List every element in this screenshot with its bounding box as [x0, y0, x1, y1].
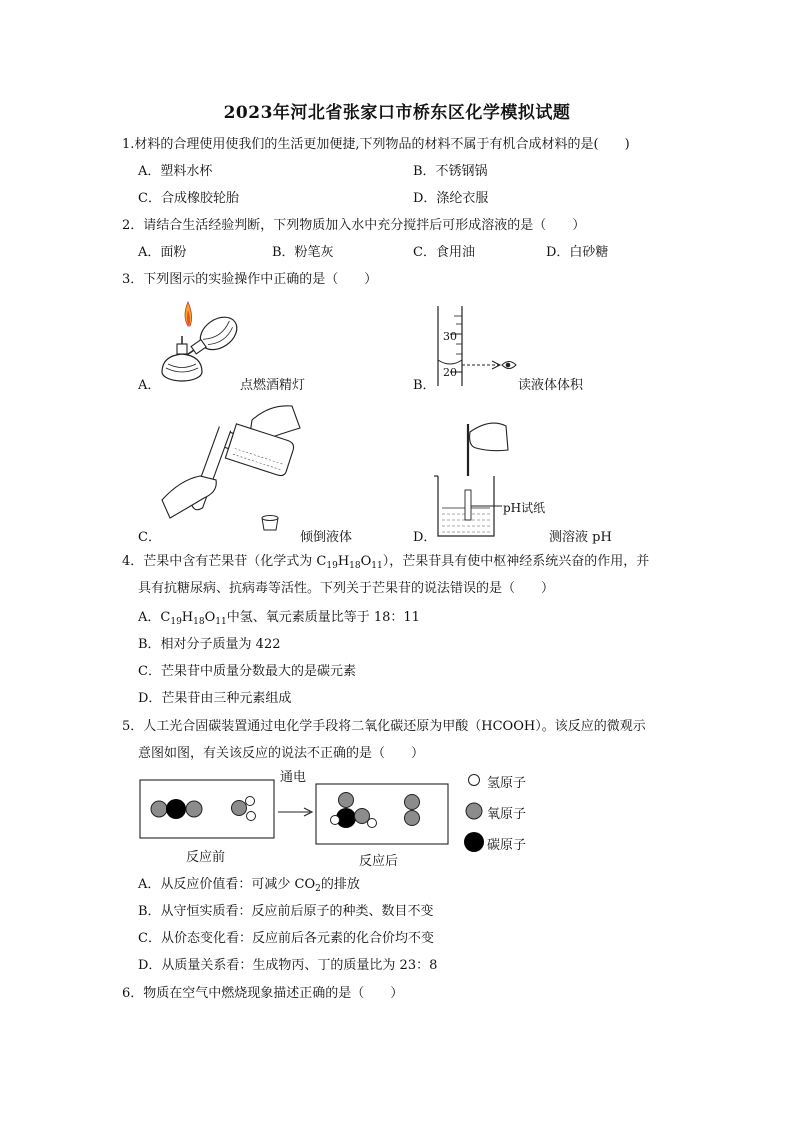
legend-oxygen: 氧原子 [487, 807, 527, 822]
q2-option-c: C．食用油 [413, 245, 475, 260]
alcohol-lamp-figure [150, 298, 250, 390]
pouring-liquid-figure [160, 400, 310, 538]
q2-option-b: B．粉笔灰 [272, 245, 334, 260]
q3-option-a-caption: 点燃酒精灯 [240, 378, 306, 393]
after-label: 反应后 [359, 854, 399, 869]
q1-option-a: A．塑料水杯 [138, 164, 213, 179]
q5-option-a: A．从反应价值看：可减少 $CO_2$的排放 [138, 877, 360, 894]
arrow-label: 通电 [280, 770, 307, 785]
q3-option-a-letter: A． [138, 378, 161, 393]
atom-legend [462, 772, 486, 854]
q3-option-d-letter: D． [413, 530, 437, 545]
q1-option-b: B．不锈钢锅 [413, 164, 488, 179]
q3-stem: 3．下列图示的实验操作中正确的是（ ） [122, 272, 378, 287]
q3-option-b-letter: B． [413, 378, 436, 393]
q4-option-c: C．芒果苷中质量分数最大的是碳元素 [138, 664, 356, 679]
q2-stem: 2．请结合生活经验判断，下列物质加入水中充分搅拌后可形成溶液的是（ ） [122, 218, 586, 233]
paper-title: 2023年河北省张家口市桥东区化学模拟试题 [223, 103, 571, 123]
q3-option-d-caption: 测溶液 pH [549, 530, 612, 545]
q6-stem: 6．物质在空气中燃烧现象描述正确的是（ ） [122, 986, 404, 1001]
q1-option-c: C．合成橡胶轮胎 [138, 191, 239, 206]
q5-option-b: B．从守恒实质看：反应前后原子的种类、数目不变 [138, 904, 434, 919]
q4-option-a: A．$C_{19}H_{18}O_{11}$中氢、氧元素质量比等于 18：11 [138, 610, 420, 627]
q4-option-d: D．芒果苷由三种元素组成 [138, 691, 292, 706]
q4-stem-line1: 4．芒果中含有芒果苷（化学式为 $C_{19}H_{18}O_{11}$），芒果苷具有使中枢神经系统兴奋的作用，并 [122, 554, 650, 571]
q1-option-d: D．涤纶衣服 [413, 191, 489, 206]
q5-stem-line2: 意图如图，有关该反应的说法不正确的是（ ） [138, 746, 425, 761]
ph-paper-label: pH试纸 [503, 501, 546, 515]
before-label: 反应前 [186, 850, 226, 865]
q1-stem: 1.材料的合理使用使我们的生活更加便捷,下列物品的材料不属于有机合成材料的是( ) [122, 137, 630, 152]
q4-option-b: B．相对分子质量为 422 [138, 637, 281, 652]
q5-option-c: C．从价态变化看：反应前后各元素的化合价均不变 [138, 931, 434, 946]
q2-option-d: D．白砂糖 [546, 245, 609, 260]
q5-option-d: D．从质量关系看：生成物丙、丁的质量比为 23：8 [138, 958, 438, 973]
q3-option-c-letter: C． [138, 530, 161, 545]
legend-hydrogen: 氢原子 [487, 776, 527, 791]
cylinder-mark-20: 20 [443, 366, 457, 379]
ph-test-figure [430, 418, 510, 542]
q3-option-b-caption: 读液体体积 [518, 378, 584, 393]
legend-carbon: 碳原子 [487, 838, 527, 853]
q4-stem-line2: 具有抗糖尿病、抗病毒等活性。下列关于芒果苷的说法错误的是（ ） [138, 581, 555, 596]
q3-option-c-caption: 倾倒液体 [300, 530, 353, 545]
q5-stem-line1: 5．人工光合固碳装置通过电化学手段将二氧化碳还原为甲酸（HCOOH）。该反应的微观示 [122, 719, 646, 734]
q2-option-a: A．面粉 [138, 245, 187, 260]
cylinder-mark-30: 30 [443, 330, 457, 343]
